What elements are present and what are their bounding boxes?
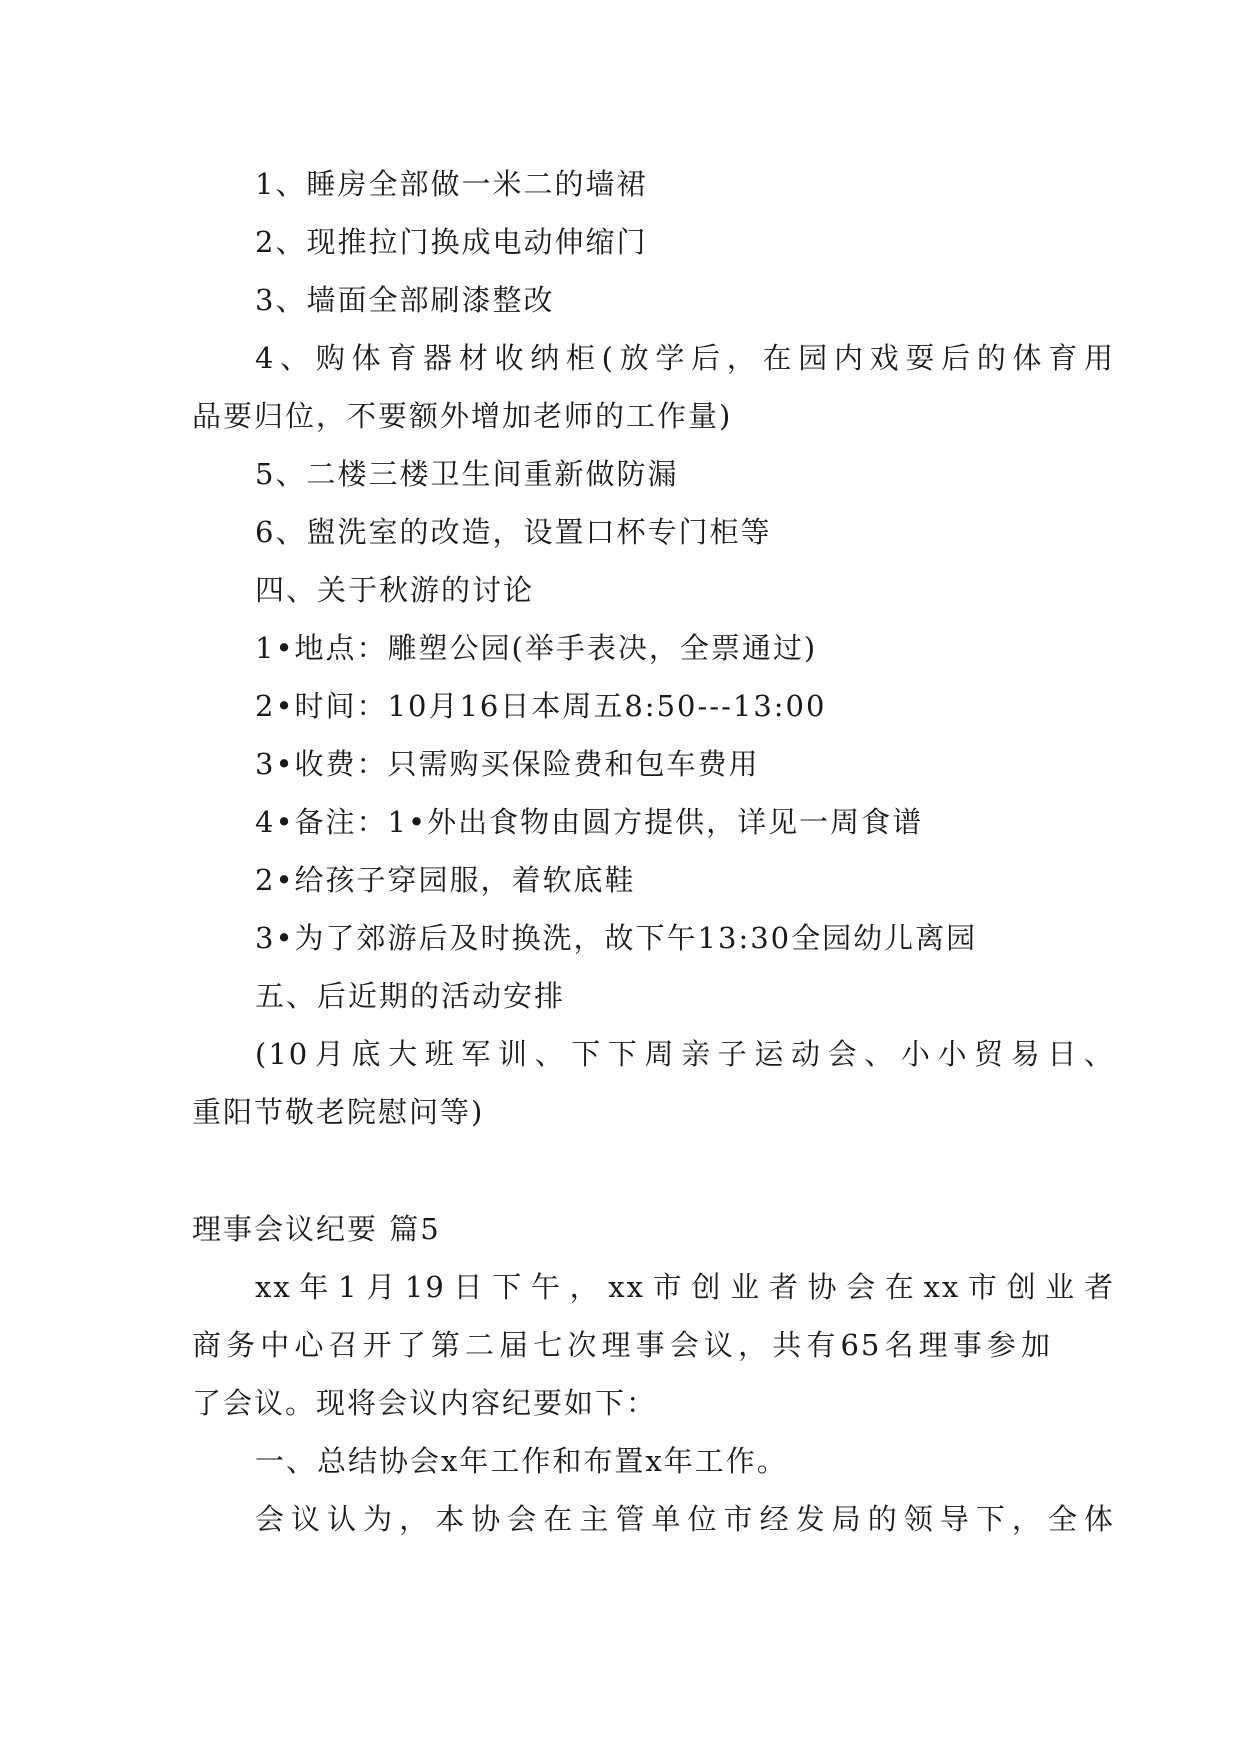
activities-paragraph-continued: 重阳节敬老院慰问等) bbox=[192, 1095, 485, 1129]
trip-time: 2•时间：10月16日本周五8:50---13:00 bbox=[255, 689, 827, 723]
list-item-3: 3、墙面全部刷漆整改 bbox=[255, 283, 555, 317]
list-item-2: 2、现推拉门换成电动伸缩门 bbox=[255, 225, 648, 259]
section-heading-autumn-trip: 四、关于秋游的讨论 bbox=[255, 573, 535, 607]
list-item-5: 5、二楼三楼卫生间重新做防漏 bbox=[255, 457, 679, 491]
summary-paragraph-line-1: 会议认为，本协会在主管单位市经发局的领导下，全体 bbox=[255, 1502, 1115, 1536]
trip-note-3: 3•为了郊游后及时换洗，故下午13:30全园幼儿离园 bbox=[255, 921, 978, 955]
trip-fee: 3•收费：只需购买保险费和包车费用 bbox=[255, 747, 760, 781]
section-heading-summary: 一、总结协会x年工作和布置x年工作。 bbox=[255, 1444, 788, 1478]
list-item-1: 1、睡房全部做一米二的墙裙 bbox=[255, 167, 648, 201]
article-paragraph-line-1: xx年1月19日下午，xx市创业者协会在xx市创业者 bbox=[255, 1270, 1115, 1304]
article-paragraph-line-2: 商务中心召开了第二届七次理事会议，共有65名理事参加 bbox=[192, 1328, 1052, 1362]
list-item-4: 4、购体育器材收纳柜(放学后，在园内戏耍后的体育用 bbox=[255, 341, 1115, 375]
article-paragraph-line-3: 了会议。现将会议内容纪要如下： bbox=[192, 1386, 658, 1420]
trip-note-2: 2•给孩子穿园服，着软底鞋 bbox=[255, 863, 636, 897]
article-title: 理事会议纪要 篇5 bbox=[192, 1212, 441, 1246]
activities-paragraph: (10月底大班军训、下下周亲子运动会、小小贸易日、 bbox=[255, 1037, 1115, 1071]
list-item-6: 6、盥洗室的改造，设置口杯专门柜等 bbox=[255, 515, 772, 549]
section-heading-activities: 五、后近期的活动安排 bbox=[255, 979, 566, 1013]
list-item-4-continued: 品要归位，不要额外增加老师的工作量) bbox=[192, 399, 733, 433]
trip-location: 1•地点：雕塑公园(举手表决，全票通过) bbox=[255, 631, 818, 665]
trip-note-1: 4•备注：1•外出食物由圆方提供，详见一周食谱 bbox=[255, 805, 924, 839]
